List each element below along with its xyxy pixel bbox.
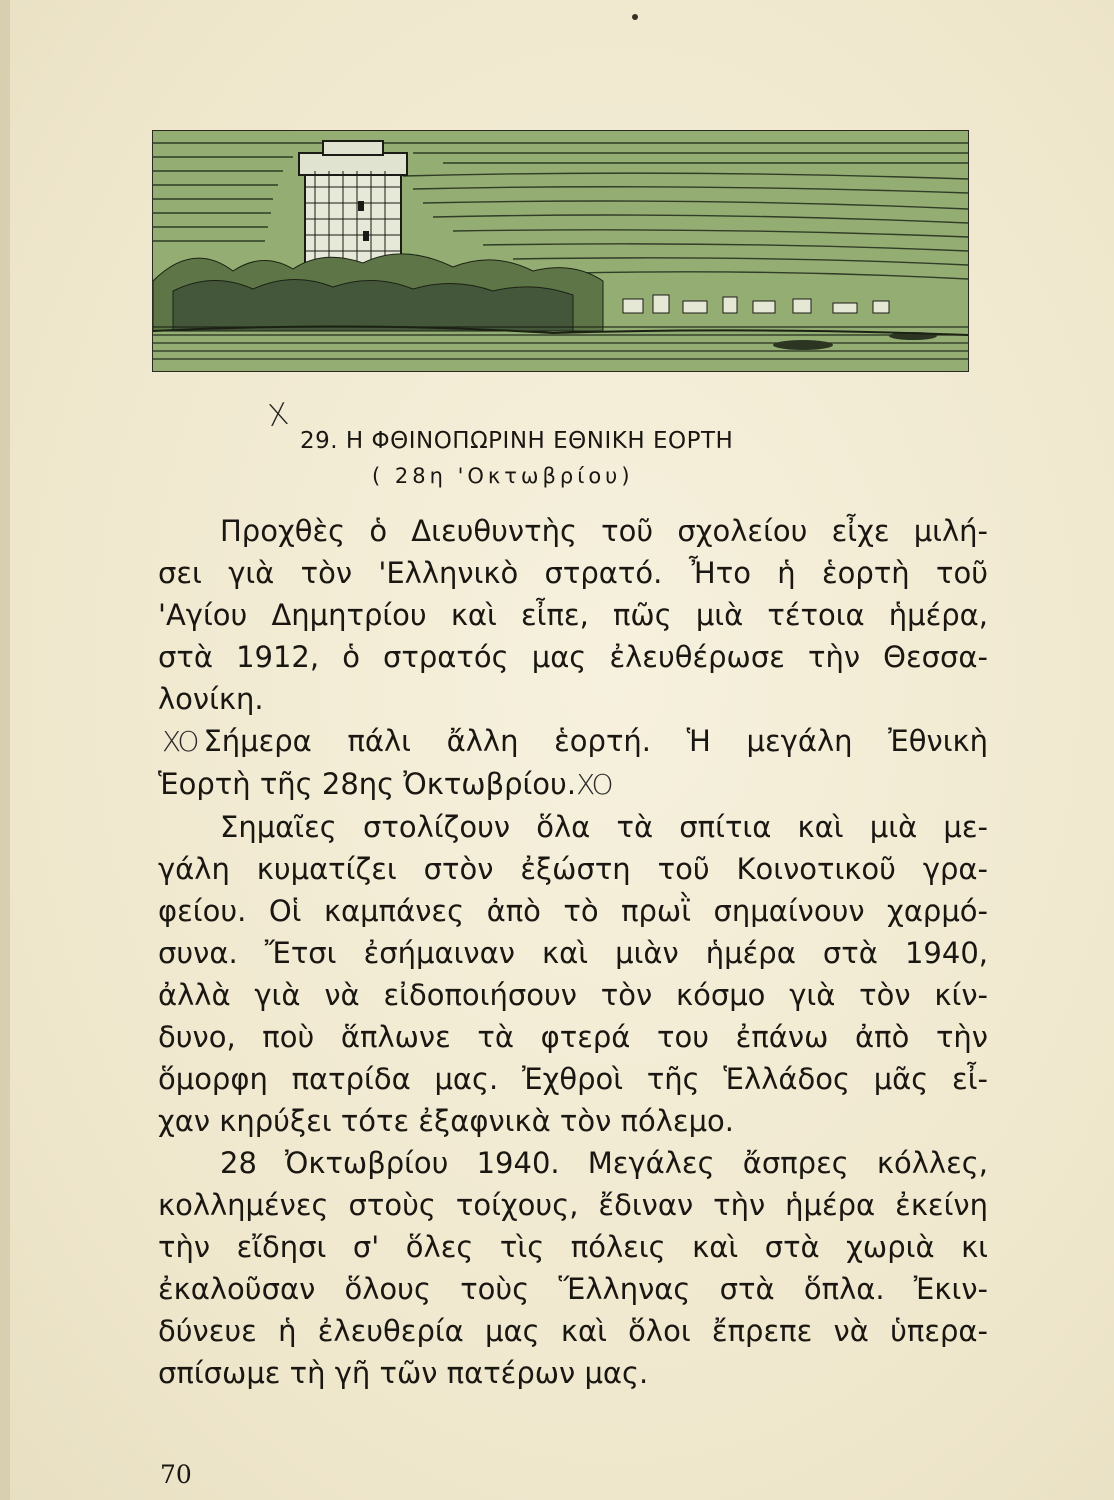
white-tower-illustration xyxy=(152,130,969,372)
white-tower-engraving xyxy=(153,131,968,371)
text-line: ἀλλὰ γιὰ νὰ εἰδοποιήσουν τὸν κόσμο γιὰ τὸν κίν- xyxy=(158,978,988,1012)
chapter-heading: 29. Η ΦΘΙΝΟΠΩΡΙΝΗ ΕΘΝΙΚΗ ΕΟΡΤΗ xyxy=(300,428,734,454)
paragraph-1 xyxy=(158,510,988,720)
text-line: ὅμορφη πατρίδα μας. Ἐχθροὶ τῆς Ἑλλάδος μᾶς εἶ- xyxy=(158,1062,988,1096)
handwritten-x-mark: X xyxy=(265,396,291,435)
text-line: 'Αγίου Δημητρίου καὶ εἶπε, πῶς μιὰ τέτοια ἡμέρα, xyxy=(158,598,988,632)
text-line: φείου. Οἱ καμπάνες ἀπὸ τὸ πρωῒ σημαίνουν χαρμό- xyxy=(158,894,988,928)
paragraph-2 xyxy=(158,720,988,806)
text-line: Σημαῖες στολίζουν ὅλα τὰ σπίτια καὶ μιὰ με- xyxy=(220,810,988,844)
text-line: Προχθὲς ὁ Διευθυντὴς τοῦ σχολείου εἶχε μιλή- xyxy=(220,514,988,548)
page-binding-edge xyxy=(0,0,10,1500)
handwritten-xo-mark: XO xyxy=(162,725,198,758)
text-line-content: Σήμερα πάλι ἄλλη ἑορτή. Ἡ μεγάλη Ἐθνικὴ xyxy=(203,724,988,758)
text-line: γάλη κυματίζει στὸν ἐξώστη τοῦ Κοινοτικοῦ γρα- xyxy=(158,852,988,886)
paragraph-4 xyxy=(158,1142,988,1394)
paragraph-3 xyxy=(158,806,988,1142)
text-line xyxy=(158,720,988,763)
text-line: 28 Ὀκτωβρίου 1940. Μεγάλες ἄσπρες κόλλες, xyxy=(220,1146,988,1180)
handwritten-xo-mark-end: XO xyxy=(576,768,612,801)
text-line: σπίσωμε τὴ γῆ τῶν πατέρων μας. xyxy=(158,1356,649,1390)
text-line: δύνευε ἡ ἐλευθερία μας καὶ ὅλοι ἔπρεπε νὰ ὑπερα- xyxy=(158,1314,988,1348)
page-number: 70 xyxy=(160,1460,192,1489)
text-line xyxy=(158,763,988,806)
text-line: χαν κηρύξει τότε ἐξαφνικὰ τὸν πόλεμο. xyxy=(158,1104,734,1138)
chapter-subheading: ( 28η 'Οκτωβρίου) xyxy=(372,464,634,488)
text-line: σει γιὰ τὸν 'Ελληνικὸ στρατό. Ἦτο ἡ ἑορτὴ τοῦ xyxy=(158,556,988,590)
text-line: συνα. Ἔτσι ἐσήμαιναν καὶ μιὰν ἡμέρα στὰ 1940, xyxy=(158,936,988,970)
text-line: στὰ 1912, ὁ στρατός μας ἐλευθέρωσε τὴν Θεσσα- xyxy=(158,640,988,674)
text-line: τὴν εἴδησι σ' ὅλες τὶς πόλεις καὶ στὰ χωριὰ κι xyxy=(158,1230,988,1264)
text-line: κολλημένες στοὺς τοίχους, ἔδιναν τὴν ἡμέρα ἐκείνη xyxy=(158,1188,988,1222)
text-line: λονίκη. xyxy=(158,682,264,716)
text-line: δυνο, ποὺ ἅπλωνε τὰ φτερά του ἐπάνω ἀπὸ τὴν xyxy=(158,1020,988,1054)
text-line-content: Ἑορτὴ τῆς 28ης Ὀκτωβρίου. xyxy=(158,767,577,801)
chapter-body xyxy=(158,510,988,1394)
ink-dot xyxy=(632,14,638,20)
text-line: ἐκαλοῦσαν ὅλους τοὺς Ἕλληνας στὰ ὅπλα. Ἐκιν- xyxy=(158,1272,988,1306)
